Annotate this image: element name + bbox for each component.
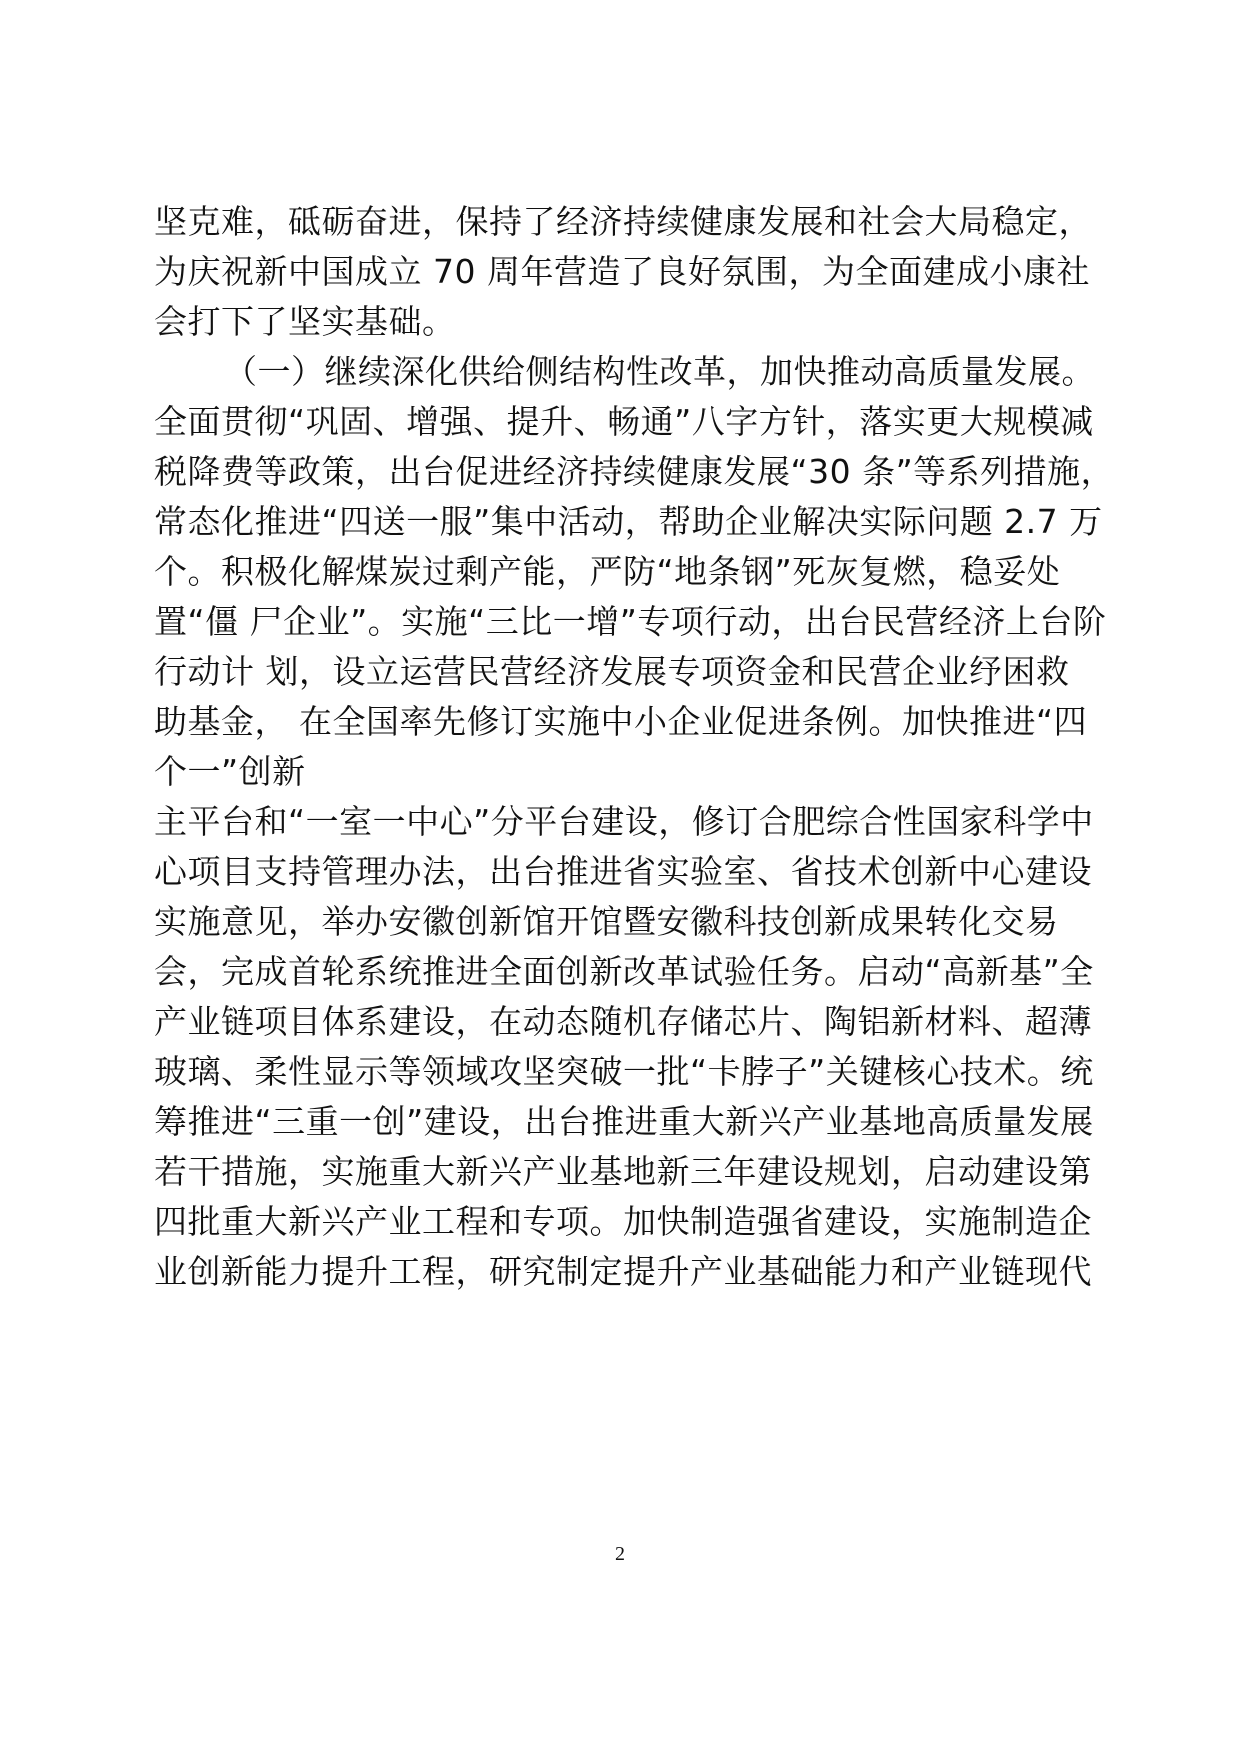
section-heading-line: （一）继续深化供给侧结构性改革，加快推动高质量发展。 [224,352,1095,391]
text-line: 产业链项目体系建设，在动态随机存储芯片、陶铝新材料、超薄 [154,1002,1092,1041]
page-number: 2 [615,1543,625,1565]
text-line: 四批重大新兴产业工程和专项。加快制造强省建设，实施制造企 [154,1202,1092,1241]
text-line: 主平台和“一室一中心”分平台建设，修订合肥综合性国家科学中 [154,802,1094,841]
text-line: 个一”创新 [154,752,306,791]
text-line: 实施意见，举办安徽创新馆开馆暨安徽科技创新成果转化交易 [154,902,1059,941]
text-line: 常态化推进“四送一服”集中活动，帮助企业解决实际问题 2.7 万 [154,502,1103,541]
text-line: 若干措施，实施重大新兴产业基地新三年建设规划，启动建设第 [154,1152,1092,1191]
text-line: 会打下了坚实基础。 [154,302,456,341]
text-line: 个。积极化解煤炭过剩产能，严防“地条钢”死灰复燃，稳妥处 [154,552,1061,591]
text-line: 坚克难，砥砺奋进，保持了经济持续健康发展和社会大局稳定， [154,202,1092,241]
text-line: 助基金， 在全国率先修订实施中小企业促进条例。加快推进“四 [154,702,1088,741]
text-line: 置“僵 尸企业”。实施“三比一增”专项行动，出台民营经济上台阶 [154,602,1107,641]
text-line: 筹推进“三重一创”建设，出台推进重大新兴产业基地高质量发展 [154,1102,1094,1141]
text-line: 玻璃、柔性显示等领域攻坚突破一批“卡脖子”关键核心技术。统 [154,1052,1094,1091]
body-text [154,197,1115,1297]
text-line: 心项目支持管理办法，出台推进省实验室、省技术创新中心建设 [154,852,1092,891]
text-line: 会，完成首轮系统推进全面创新改革试验任务。启动“高新基”全 [154,952,1094,991]
text-line: 税降费等政策，出台促进经济持续健康发展“30 条”等系列措施， [154,452,1115,491]
text-line: 全面贯彻“巩固、增强、提升、畅通”八字方针，落实更大规模减 [154,402,1094,441]
text-line: 为庆祝新中国成立 70 周年营造了良好氛围，为全面建成小康社 [154,252,1090,291]
text-line: 业创新能力提升工程，研究制定提升产业基础能力和产业链现代 [154,1252,1092,1291]
text-line: 行动计 划，设立运营民营经济发展专项资金和民营企业纾困救 [154,652,1070,691]
